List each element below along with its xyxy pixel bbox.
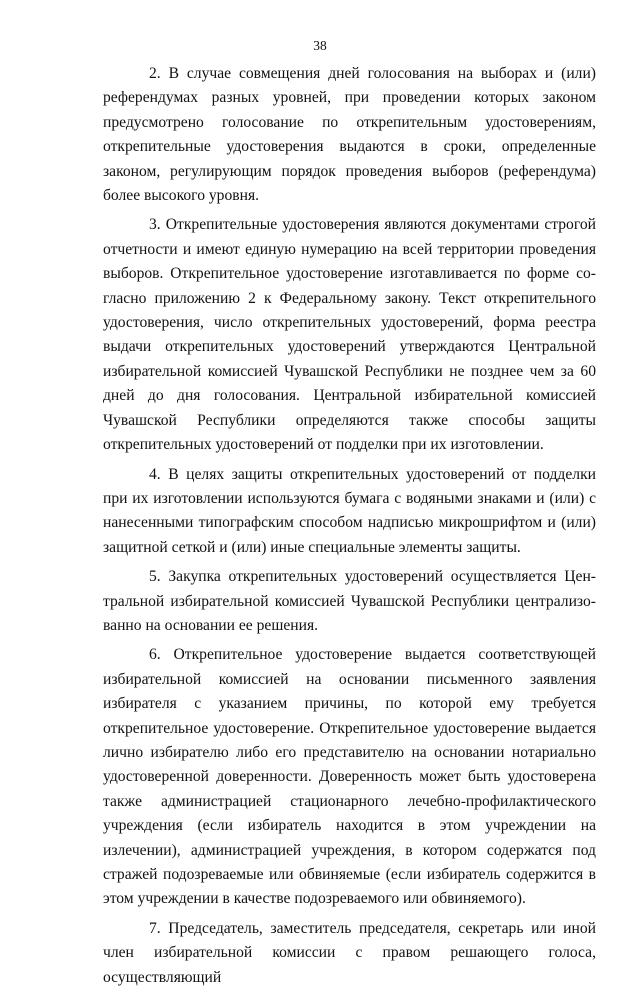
paragraph-3: 3. Открепительные удостоверения являются документами строгой отчетности и имеют единую нумерацию на всей территории проведения выборов. Открепительное удостоверение изготавливается по форме согласно приложению 2 к Федеральному закону. Текст открепительного удостоверения, число открепительных удостоверений, форма реестра выдачи открепительных удостоверений утверждаются Центральной избирательной комиссией Чувашской Республики не позднее чем за 60 дней до дня голосования. Центральной избирательной комиссией Чувашской Республики определяются также способы защиты открепительных удостоверений от подделки при их изготовлении. <box>103 216 596 454</box>
paragraph-5: 5. Закупка открепительных удостоверений осуществляется Центральной избирательной комиссией Чувашской Республики централизованно на основании ее решения. <box>103 568 596 634</box>
document-body <box>103 62 596 995</box>
paragraph-7: 7. Председатель, заместитель председателя, секретарь или иной член избирательной комиссии с правом решающего голоса, осуществляющий <box>103 919 596 986</box>
page-number: 38 <box>313 38 327 53</box>
paragraph-2: 2. В случае совмещения дней голосования на выборах и (или) референдумах разных уровней, при проведении которых законом предусмотрено голосование по открепительным удостоверениям, открепительные удостоверения выдаются в сроки, определенные законом, регулирующим порядок проведения выборов (референдума) более высокого уровня. <box>103 65 596 205</box>
paragraph-4: 4. В целях защиты открепительных удостоверений от подделки при их изготовлении используются бумага с водяными знаками и (или) с нанесенными типографским способом надписью микрошрифтом и (или) защитной сеткой и (или) иные специальные элементы защиты. <box>103 465 596 556</box>
paragraph-6: 6. Открепительное удостоверение выдается соответствующей избирательной комиссией на основании письменного заявления избирателя с указанием причины, по которой ему требуется открепительное удостоверение. Открепительное удостоверение выдается лично избирателю либо его представителю на основании нотариально удостоверенной доверенности. Доверенность может быть удостоверена также администрацией стационарного лечебно-профилактического учреждения (если избиратель находится в этом учреждении на излечении), администрацией учреждения, в котором содержатся под стражей подозреваемые или обвиняемые (если избиратель содержится в этом учреждении в качестве подозреваемого или обвиняемого). <box>103 646 596 908</box>
